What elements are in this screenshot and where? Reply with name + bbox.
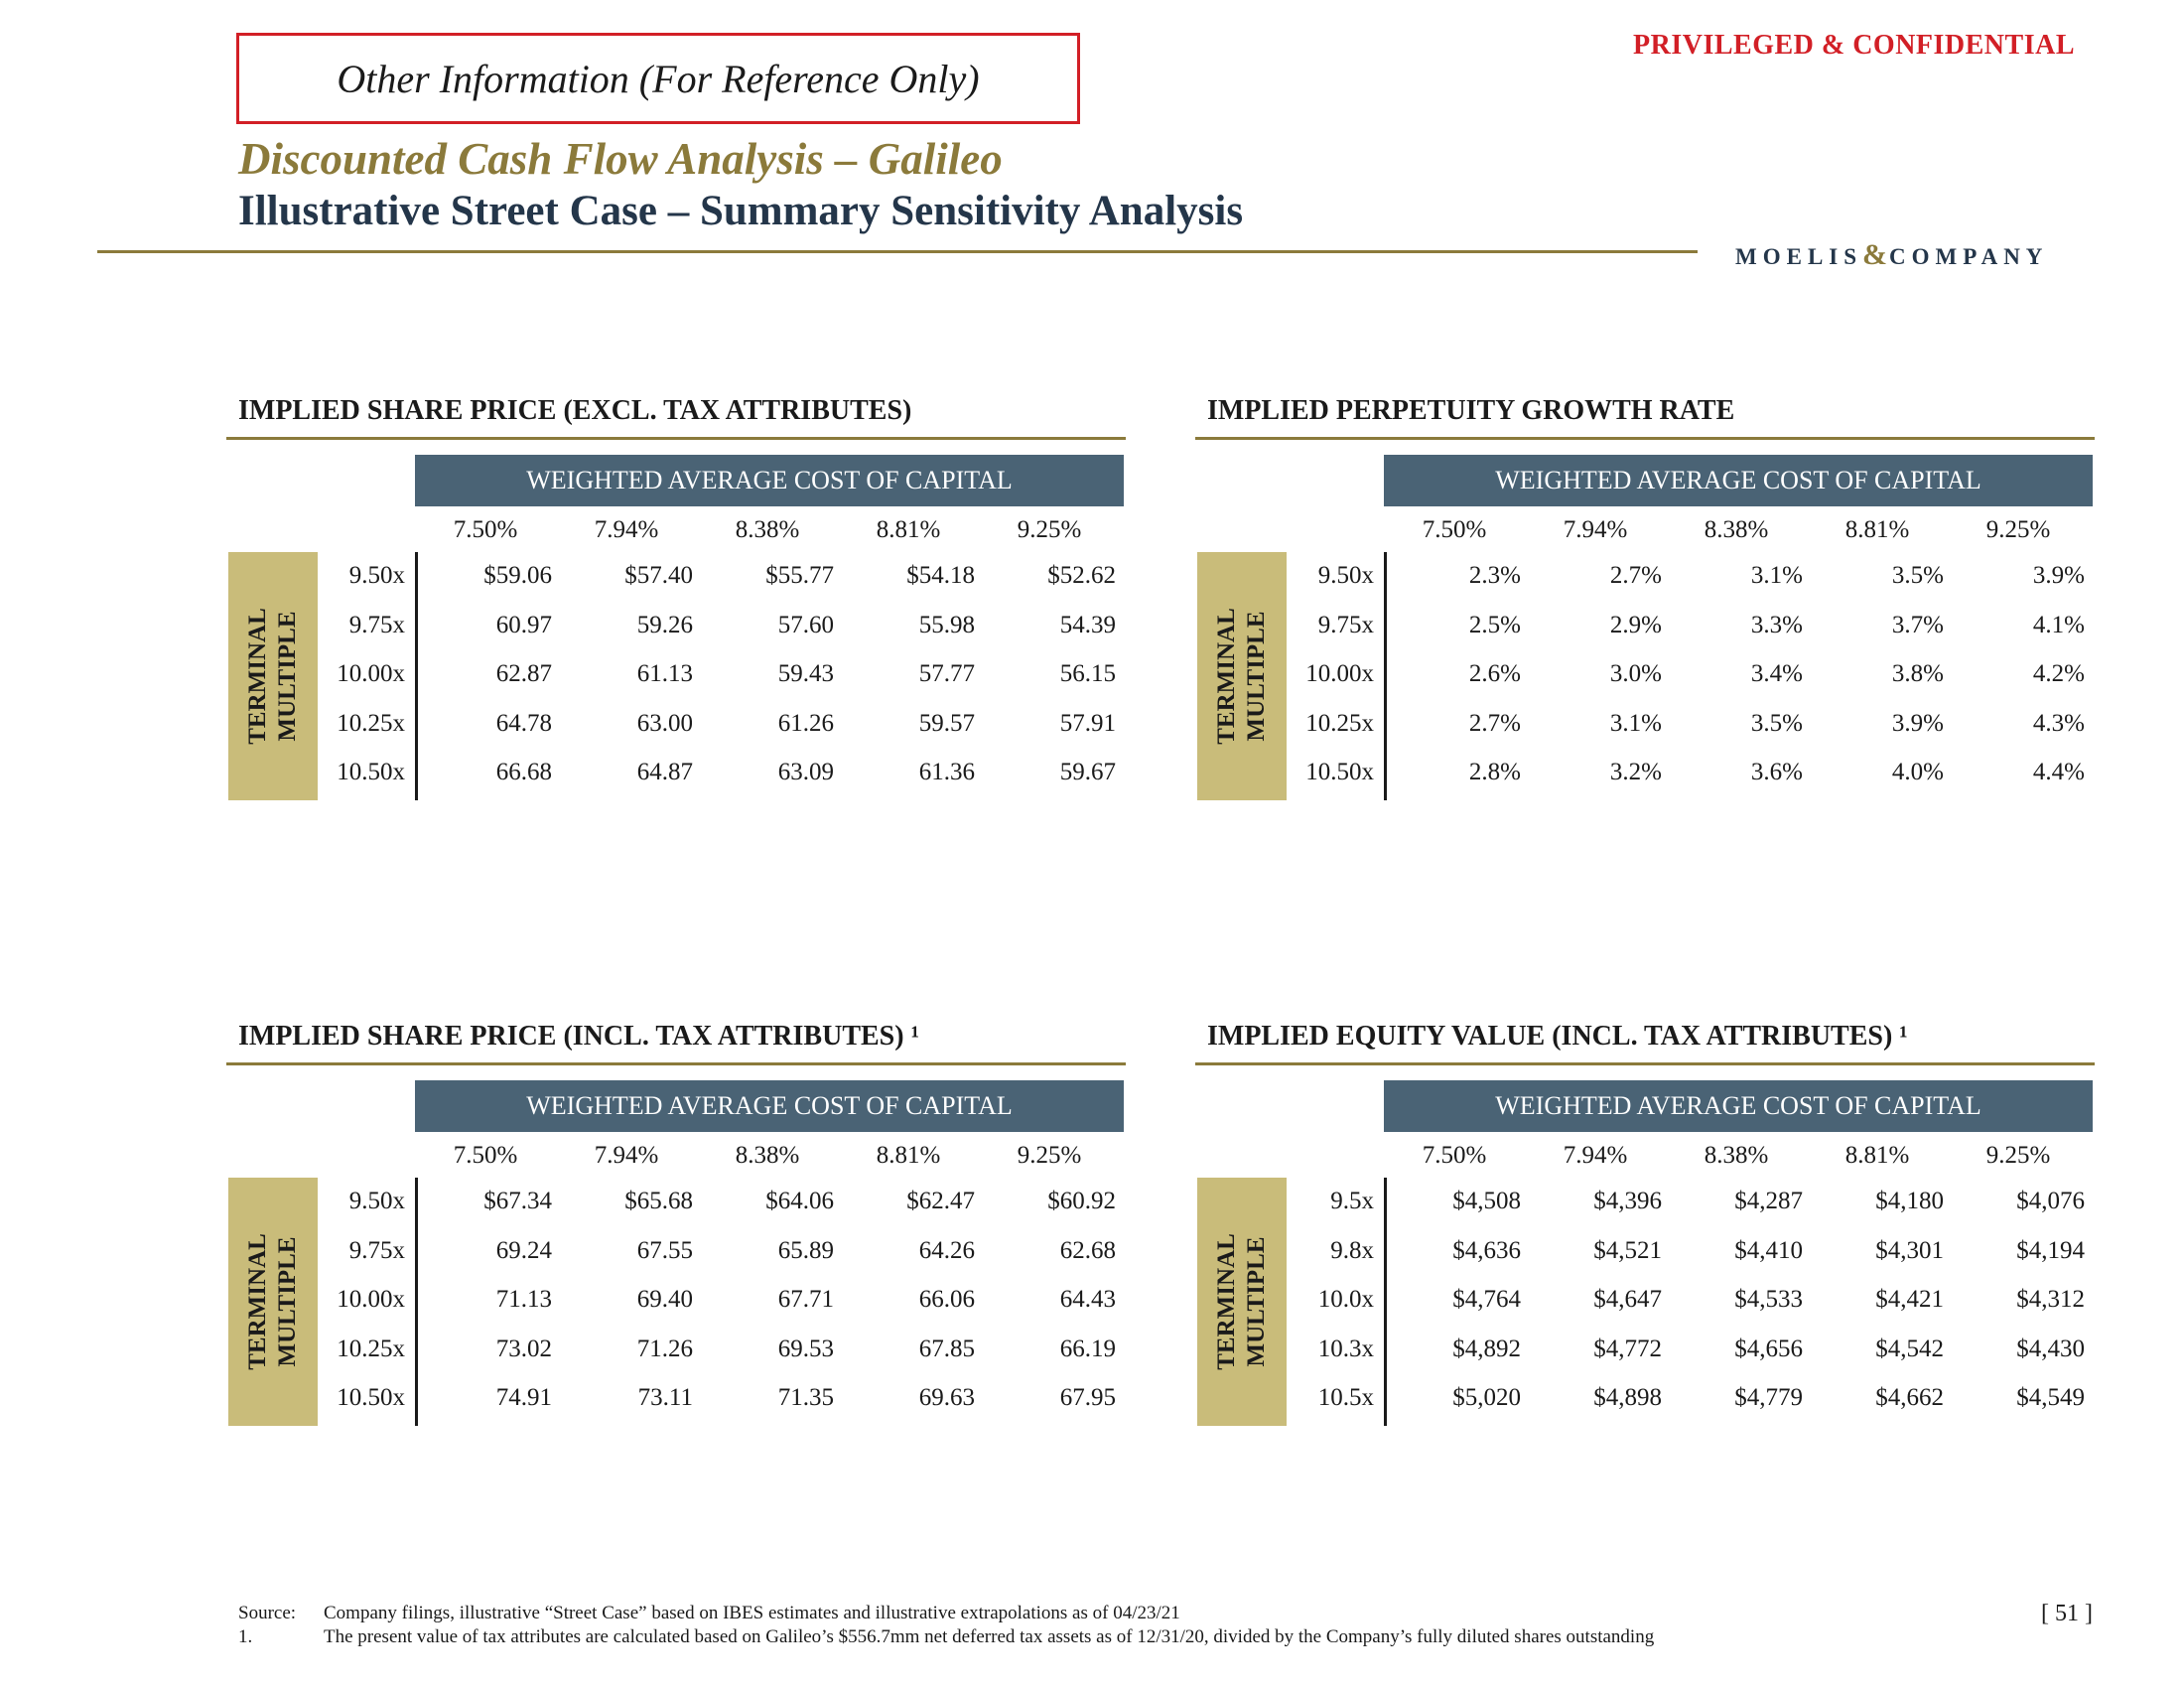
table-cell: $57.40 [624, 562, 693, 589]
table-cell: 74.91 [495, 1384, 552, 1411]
table-cell: $4,533 [1734, 1286, 1803, 1313]
wacc-header-bar [415, 455, 1124, 506]
table-cell: 63.09 [777, 759, 834, 785]
table-cell: 67.55 [636, 1236, 693, 1264]
table-title-rule [1195, 437, 2095, 440]
table-cell: 3.5% [1891, 562, 1944, 589]
reference-only-box [236, 33, 1080, 124]
header-rule [97, 250, 1698, 253]
table-cell: 2.3% [1468, 562, 1521, 589]
table-cell: 54.39 [1059, 611, 1116, 638]
table-cell: 65.89 [777, 1236, 834, 1264]
table-cell: 4.0% [1891, 759, 1944, 785]
table-cell: $4,421 [1875, 1286, 1944, 1313]
table-cell: 71.26 [636, 1335, 693, 1362]
row-label: 10.50x [337, 1384, 405, 1411]
table-cell: $4,772 [1593, 1335, 1662, 1362]
table-cell: $4,892 [1452, 1335, 1521, 1362]
table-cell: 66.19 [1059, 1335, 1116, 1362]
column-header: 8.81% [1844, 516, 1910, 543]
table-cell: $4,647 [1593, 1286, 1662, 1313]
row-label: 10.3x [1317, 1335, 1374, 1362]
row-label: 9.50x [1317, 562, 1374, 589]
column-header: 7.94% [1563, 516, 1628, 543]
side-label-line-2: MULTIPLE [1243, 611, 1270, 742]
table-cell: $62.47 [906, 1188, 975, 1214]
table-cell: $4,898 [1593, 1384, 1662, 1411]
row-label: 10.00x [337, 660, 405, 687]
company-logo [1735, 238, 2048, 272]
table-title: IMPLIED PERPETUITY GROWTH RATE [1207, 395, 1735, 426]
table-cell: 69.40 [636, 1286, 693, 1313]
table-cell: 66.68 [495, 759, 552, 785]
wacc-header-bar [1384, 455, 2093, 506]
side-label-line-1: TERMINAL [244, 608, 271, 745]
row-label: 10.25x [337, 709, 405, 737]
table-cell: 56.15 [1059, 660, 1116, 687]
column-header: 8.38% [735, 1142, 800, 1169]
terminal-multiple-label [243, 552, 303, 800]
table-cell: $67.34 [483, 1188, 552, 1214]
table-cell: $4,662 [1875, 1384, 1944, 1411]
row-label: 10.00x [1305, 660, 1374, 687]
row-label: 9.75x [348, 1236, 405, 1264]
table-cell: $60.92 [1047, 1188, 1116, 1214]
table-cell: 3.0% [1609, 660, 1662, 687]
table-cell: 59.57 [918, 709, 975, 737]
table-cell: 59.43 [777, 660, 834, 687]
table-cell: $4,076 [2016, 1188, 2085, 1214]
logo-text-left: MOELIS [1735, 244, 1863, 269]
table-cell: $4,180 [1875, 1188, 1944, 1214]
terminal-multiple-label [243, 1178, 303, 1426]
table-cell: $4,410 [1734, 1236, 1803, 1264]
table-cell: $4,508 [1452, 1188, 1521, 1214]
column-header: 9.25% [1017, 516, 1082, 543]
table-cell: 2.5% [1468, 611, 1521, 638]
table-cell: $64.06 [765, 1188, 834, 1214]
side-label-line-1: TERMINAL [244, 1233, 271, 1370]
column-header: 8.38% [735, 516, 800, 543]
side-label-line-2: MULTIPLE [274, 1236, 301, 1367]
side-label-line-1: TERMINAL [1213, 1233, 1240, 1370]
row-label: 9.50x [348, 1188, 405, 1214]
table-cell: 3.5% [1750, 709, 1803, 737]
page-subtitle: Illustrative Street Case – Summary Sensitivity Analysis [238, 188, 1244, 234]
table-cell: $65.68 [624, 1188, 693, 1214]
table-cell: 69.53 [777, 1335, 834, 1362]
table-cell: 73.11 [637, 1384, 693, 1411]
table-cell: 3.7% [1891, 611, 1944, 638]
table-cell: 3.4% [1750, 660, 1803, 687]
column-header: 9.25% [1985, 516, 2051, 543]
table-cell: $4,430 [2016, 1335, 2085, 1362]
row-label: 10.50x [337, 759, 405, 785]
table-cell: $4,312 [2016, 1286, 2085, 1313]
column-header: 7.94% [1563, 1142, 1628, 1169]
row-label: 10.0x [1317, 1286, 1374, 1313]
table-cell: $4,764 [1452, 1286, 1521, 1313]
table-cell: 61.26 [777, 709, 834, 737]
table-cell: 61.13 [636, 660, 693, 687]
table-cell: 4.3% [2032, 709, 2085, 737]
table-cell: 4.2% [2032, 660, 2085, 687]
column-header: 7.50% [453, 1142, 518, 1169]
row-label: 9.8x [1330, 1236, 1374, 1264]
table-cell: 2.7% [1609, 562, 1662, 589]
column-header: 7.94% [594, 516, 659, 543]
table-cell: $59.06 [483, 562, 552, 589]
table-cell: 64.43 [1059, 1286, 1116, 1313]
table-cell: $52.62 [1047, 562, 1116, 589]
column-header: 8.81% [876, 516, 941, 543]
table-cell: 67.71 [777, 1286, 834, 1313]
wacc-header-bar [415, 1080, 1124, 1132]
table-cell: 59.26 [636, 611, 693, 638]
table-title-rule [226, 1062, 1126, 1065]
row-label: 10.00x [337, 1286, 405, 1313]
row-label: 9.50x [348, 562, 405, 589]
table-cell: 71.13 [495, 1286, 552, 1313]
table-cell: $4,194 [2016, 1236, 2085, 1264]
footnote-number: 1. [238, 1626, 253, 1647]
table-cell: $4,301 [1875, 1236, 1944, 1264]
column-header: 7.50% [1422, 516, 1487, 543]
wacc-header-label: WEIGHTED AVERAGE COST OF CAPITAL [1495, 466, 1981, 494]
table-cell: 57.77 [918, 660, 975, 687]
terminal-multiple-label [1212, 552, 1272, 800]
logo-ampersand: & [1862, 238, 1890, 271]
table-cell: $54.18 [906, 562, 975, 589]
row-label: 9.75x [348, 611, 405, 638]
table-cell: 64.78 [495, 709, 552, 737]
table-cell: 55.98 [918, 611, 975, 638]
table-cell: 3.1% [1609, 709, 1662, 737]
column-header: 8.81% [1844, 1142, 1910, 1169]
column-header: 7.50% [1422, 1142, 1487, 1169]
row-label: 10.25x [337, 1335, 405, 1362]
row-label: 9.75x [1317, 611, 1374, 638]
table-cell: 3.9% [2032, 562, 2085, 589]
table-cell: 64.87 [636, 759, 693, 785]
table-cell: 60.97 [495, 611, 552, 638]
table-cell: 62.68 [1059, 1236, 1116, 1264]
column-header: 7.50% [453, 516, 518, 543]
table-cell: 2.7% [1468, 709, 1521, 737]
column-header: 7.94% [594, 1142, 659, 1169]
table-cell: 57.91 [1059, 709, 1116, 737]
wacc-header-bar [1384, 1080, 2093, 1132]
table-title: IMPLIED SHARE PRICE (INCL. TAX ATTRIBUTES) ¹ [238, 1021, 919, 1052]
table-cell: 67.95 [1059, 1384, 1116, 1411]
side-label-line-2: MULTIPLE [1243, 1236, 1270, 1367]
terminal-multiple-label [1212, 1178, 1272, 1426]
row-label: 10.50x [1305, 759, 1374, 785]
table-cell: $5,020 [1452, 1384, 1521, 1411]
footnote-text: The present value of tax attributes are calculated based on Galileo’s $556.7mm net deferred tax assets as of 12/31/20, divided by the Company’s fully diluted shares outstanding [324, 1626, 1655, 1647]
wacc-header-label: WEIGHTED AVERAGE COST OF CAPITAL [526, 466, 1013, 494]
table-cell: 4.4% [2032, 759, 2085, 785]
table-title: IMPLIED EQUITY VALUE (INCL. TAX ATTRIBUTES) ¹ [1207, 1021, 1908, 1052]
table-cell: 64.26 [918, 1236, 975, 1264]
table-cell: 3.9% [1891, 709, 1944, 737]
row-label: 9.5x [1330, 1188, 1374, 1214]
table-cell: $4,656 [1734, 1335, 1803, 1362]
page-title: Discounted Cash Flow Analysis – Galileo [238, 134, 1003, 184]
table-cell: 67.85 [918, 1335, 975, 1362]
table-cell: $4,549 [2016, 1384, 2085, 1411]
table-title-rule [226, 437, 1126, 440]
column-header: 8.38% [1704, 516, 1769, 543]
column-header: 9.25% [1017, 1142, 1082, 1169]
table-cell: 3.6% [1750, 759, 1803, 785]
row-label: 10.25x [1305, 709, 1374, 737]
table-cell: 73.02 [495, 1335, 552, 1362]
table-cell: $4,636 [1452, 1236, 1521, 1264]
column-header: 8.81% [876, 1142, 941, 1169]
table-cell: 3.2% [1609, 759, 1662, 785]
table-cell: 61.36 [918, 759, 975, 785]
table-cell: 2.6% [1468, 660, 1521, 687]
table-cell: 71.35 [777, 1384, 834, 1411]
table-title-rule [1195, 1062, 2095, 1065]
reference-only-label: Other Information (For Reference Only) [337, 56, 980, 101]
wacc-header-label: WEIGHTED AVERAGE COST OF CAPITAL [1495, 1091, 1981, 1120]
side-label-line-1: TERMINAL [1213, 608, 1240, 745]
confidential-label: PRIVILEGED & CONFIDENTIAL [1633, 30, 2075, 61]
table-cell: $4,287 [1734, 1188, 1803, 1214]
table-cell: 57.60 [777, 611, 834, 638]
table-cell: 4.1% [2032, 611, 2085, 638]
source-text: Company filings, illustrative “Street Case” based on IBES estimates and illustrative extrapolations as of 04/23/21 [324, 1603, 1180, 1623]
table-cell: 59.67 [1059, 759, 1116, 785]
table-cell: $55.77 [765, 562, 834, 589]
table-cell: $4,779 [1734, 1384, 1803, 1411]
side-label-line-2: MULTIPLE [274, 611, 301, 742]
table-title: IMPLIED SHARE PRICE (EXCL. TAX ATTRIBUTES) [238, 395, 912, 426]
table-cell: 66.06 [918, 1286, 975, 1313]
table-cell: 3.3% [1750, 611, 1803, 638]
table-cell: $4,542 [1875, 1335, 1944, 1362]
table-cell: 2.8% [1468, 759, 1521, 785]
logo-text-right: COMPANY [1889, 244, 2049, 269]
row-label: 10.5x [1317, 1384, 1374, 1411]
wacc-header-label: WEIGHTED AVERAGE COST OF CAPITAL [526, 1091, 1013, 1120]
table-cell: 69.24 [495, 1236, 552, 1264]
page-number: [ 51 ] [2041, 1601, 2093, 1626]
table-cell: 2.9% [1609, 611, 1662, 638]
source-label: Source: [238, 1603, 297, 1623]
table-cell: 3.8% [1891, 660, 1944, 687]
table-cell: 62.87 [495, 660, 552, 687]
table-cell: 69.63 [918, 1384, 975, 1411]
table-cell: $4,521 [1593, 1236, 1662, 1264]
table-cell: 3.1% [1750, 562, 1803, 589]
table-cell: $4,396 [1593, 1188, 1662, 1214]
column-header: 9.25% [1985, 1142, 2051, 1169]
column-header: 8.38% [1704, 1142, 1769, 1169]
table-cell: 63.00 [636, 709, 693, 737]
